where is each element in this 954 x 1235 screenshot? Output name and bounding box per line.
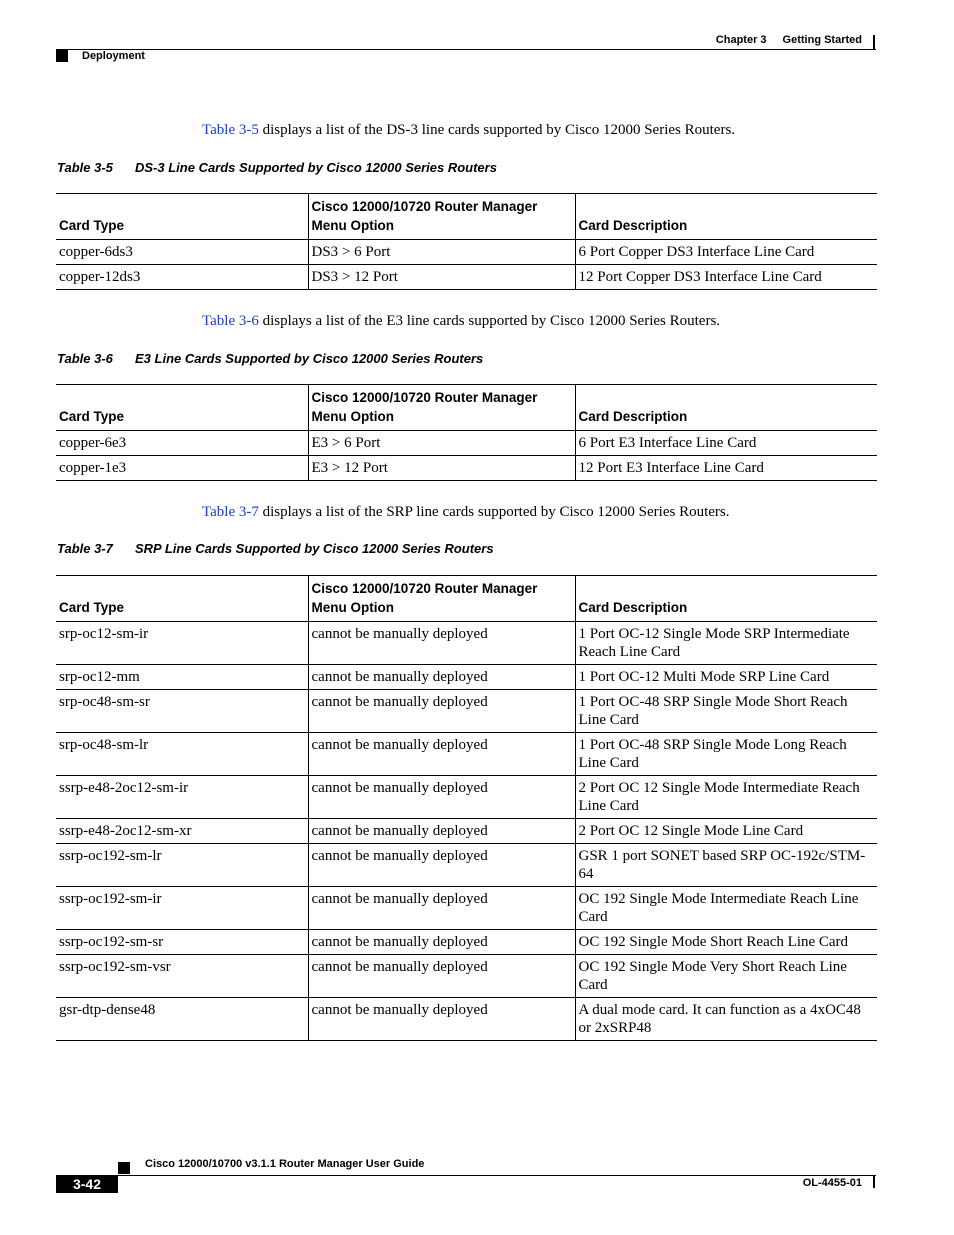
menu-option-cell: cannot be manually deployed xyxy=(308,665,575,690)
col-header-menu-option: Cisco 12000/10720 Router Manager Menu Option xyxy=(308,576,575,622)
card-type-cell: copper-6e3 xyxy=(59,435,127,451)
table-number: Table 3-5 xyxy=(57,160,113,175)
table-title: DS-3 Line Cards Supported by Cisco 12000 Series Routers xyxy=(135,160,497,175)
footer-doc-id: OL-4455-01 xyxy=(802,1177,862,1189)
table-row xyxy=(56,776,877,819)
card-type-cell: srp-oc48-sm-sr xyxy=(59,694,150,710)
table-row xyxy=(56,733,877,776)
table-row xyxy=(56,665,877,690)
menu-option-cell: cannot be manually deployed xyxy=(308,887,575,930)
table-3-6 xyxy=(56,384,877,481)
menu-option-cell: cannot be manually deployed xyxy=(308,998,575,1041)
footer-square-marker xyxy=(118,1162,130,1174)
table-row xyxy=(56,456,877,481)
table-row xyxy=(56,622,877,665)
col-header-menu-option: Cisco 12000/10720 Router Manager Menu Option xyxy=(308,194,575,240)
table-3-7-link[interactable]: Table 3-7 xyxy=(202,504,259,520)
card-description-cell: 1 Port OC-48 SRP Single Mode Long Reach Line Card xyxy=(575,733,877,776)
card-type-cell: ssrp-oc192-sm-ir xyxy=(59,891,162,907)
col-header-card-description: Card Description xyxy=(575,385,877,431)
card-description-cell: 2 Port OC 12 Single Mode Intermediate Reach Line Card xyxy=(575,776,877,819)
menu-option-cell: DS3 > 12 Port xyxy=(308,265,575,290)
menu-option-cell: cannot be manually deployed xyxy=(308,819,575,844)
card-description-cell: 6 Port E3 Interface Line Card xyxy=(575,431,877,456)
table-3-5-caption xyxy=(57,160,497,175)
card-description-cell: OC 192 Single Mode Very Short Reach Line Card xyxy=(575,955,877,998)
card-type-cell: gsr-dtp-dense48 xyxy=(59,1002,156,1018)
card-type-cell: srp-oc48-sm-lr xyxy=(59,737,149,753)
menu-option-cell: cannot be manually deployed xyxy=(308,733,575,776)
col-header-menu-option: Cisco 12000/10720 Router Manager Menu Option xyxy=(308,385,575,431)
card-description-cell: 1 Port OC-12 Single Mode SRP Intermediate Reach Line Card xyxy=(575,622,877,665)
intro-paragraph-table-3-6: Table 3-6 displays a list of the E3 line cards supported by Cisco 12000 Series Routers. xyxy=(202,313,721,329)
card-description-cell: OC 192 Single Mode Intermediate Reach Line Card xyxy=(575,887,877,930)
menu-option-cell: cannot be manually deployed xyxy=(308,690,575,733)
card-type-cell: ssrp-oc192-sm-sr xyxy=(59,934,164,950)
card-type-cell: srp-oc12-sm-ir xyxy=(59,626,149,642)
card-description-cell: 2 Port OC 12 Single Mode Line Card xyxy=(575,819,877,844)
footer-vertical-bar xyxy=(873,1176,875,1188)
card-description-cell: A dual mode card. It can function as a 4xOC48 or 2xSRP48 xyxy=(575,998,877,1041)
running-header-section: Deployment xyxy=(82,50,145,62)
card-description-cell: 12 Port E3 Interface Line Card xyxy=(575,456,877,481)
menu-option-cell: cannot be manually deployed xyxy=(308,844,575,887)
table-row xyxy=(56,844,877,887)
header-vertical-bar xyxy=(873,35,875,50)
menu-option-cell: DS3 > 6 Port xyxy=(308,240,575,265)
table-row xyxy=(56,265,877,290)
table-row xyxy=(56,431,877,456)
table-3-7 xyxy=(56,575,877,1041)
col-header-card-description: Card Description xyxy=(575,576,877,622)
table-title: SRP Line Cards Supported by Cisco 12000 Series Routers xyxy=(135,541,494,556)
col-header-card-description: Card Description xyxy=(575,194,877,240)
table-header-row xyxy=(56,385,877,431)
table-row xyxy=(56,887,877,930)
header-square-marker xyxy=(56,50,68,62)
table-3-6-link[interactable]: Table 3-6 xyxy=(202,313,259,329)
table-row xyxy=(56,240,877,265)
card-description-cell: 12 Port Copper DS3 Interface Line Card xyxy=(575,265,877,290)
intro-paragraph-table-3-7: Table 3-7 displays a list of the SRP line cards supported by Cisco 12000 Series Routers. xyxy=(202,504,730,520)
card-type-cell: srp-oc12-mm xyxy=(59,669,140,685)
menu-option-cell: cannot be manually deployed xyxy=(308,776,575,819)
card-description-cell: OC 192 Single Mode Short Reach Line Card xyxy=(575,930,877,955)
table-3-6-caption xyxy=(57,351,483,366)
card-description-cell: GSR 1 port SONET based SRP OC-192c/STM-64 xyxy=(575,844,877,887)
card-description-cell: 1 Port OC-48 SRP Single Mode Short Reach Line Card xyxy=(575,690,877,733)
table-number: Table 3-7 xyxy=(57,541,113,556)
table-3-5-link[interactable]: Table 3-5 xyxy=(202,122,259,138)
card-type-cell: copper-12ds3 xyxy=(59,269,141,285)
menu-option-cell: E3 > 12 Port xyxy=(308,456,575,481)
running-header-chapter xyxy=(716,34,862,46)
table-3-5 xyxy=(56,193,877,290)
table-3-7-caption xyxy=(57,541,494,556)
card-type-cell: ssrp-e48-2oc12-sm-ir xyxy=(59,780,189,796)
chapter-number: Chapter 3 xyxy=(715,34,767,46)
col-header-card-type: Card Type xyxy=(59,600,125,615)
chapter-title: Getting Started xyxy=(782,34,862,46)
footer-rule xyxy=(118,1175,876,1176)
table-row xyxy=(56,819,877,844)
footer-book-title: Cisco 12000/10700 v3.1.1 Router Manager User Guide xyxy=(145,1158,425,1170)
col-header-card-type: Card Type xyxy=(59,218,125,233)
header-rule xyxy=(56,49,876,50)
menu-option-cell: cannot be manually deployed xyxy=(308,930,575,955)
card-type-cell: copper-6ds3 xyxy=(59,244,133,260)
table-row xyxy=(56,955,877,998)
table-row xyxy=(56,930,877,955)
table-number: Table 3-6 xyxy=(57,351,113,366)
card-type-cell: ssrp-oc192-sm-vsr xyxy=(59,959,171,975)
table-row xyxy=(56,690,877,733)
menu-option-cell: cannot be manually deployed xyxy=(308,955,575,998)
card-description-cell: 1 Port OC-12 Multi Mode SRP Line Card xyxy=(575,665,877,690)
menu-option-cell: cannot be manually deployed xyxy=(308,622,575,665)
menu-option-cell: E3 > 6 Port xyxy=(308,431,575,456)
card-type-cell: ssrp-oc192-sm-lr xyxy=(59,848,162,864)
page-number: 3-42 xyxy=(56,1175,118,1193)
card-type-cell: ssrp-e48-2oc12-sm-xr xyxy=(59,823,192,839)
table-header-row xyxy=(56,194,877,240)
card-description-cell: 6 Port Copper DS3 Interface Line Card xyxy=(575,240,877,265)
col-header-card-type: Card Type xyxy=(59,409,125,424)
table-row xyxy=(56,998,877,1041)
intro-paragraph-table-3-5: Table 3-5 displays a list of the DS-3 line cards supported by Cisco 12000 Series Routers. xyxy=(202,122,736,138)
table-header-row xyxy=(56,576,877,622)
table-title: E3 Line Cards Supported by Cisco 12000 Series Routers xyxy=(135,351,484,366)
card-type-cell: copper-1e3 xyxy=(59,460,127,476)
